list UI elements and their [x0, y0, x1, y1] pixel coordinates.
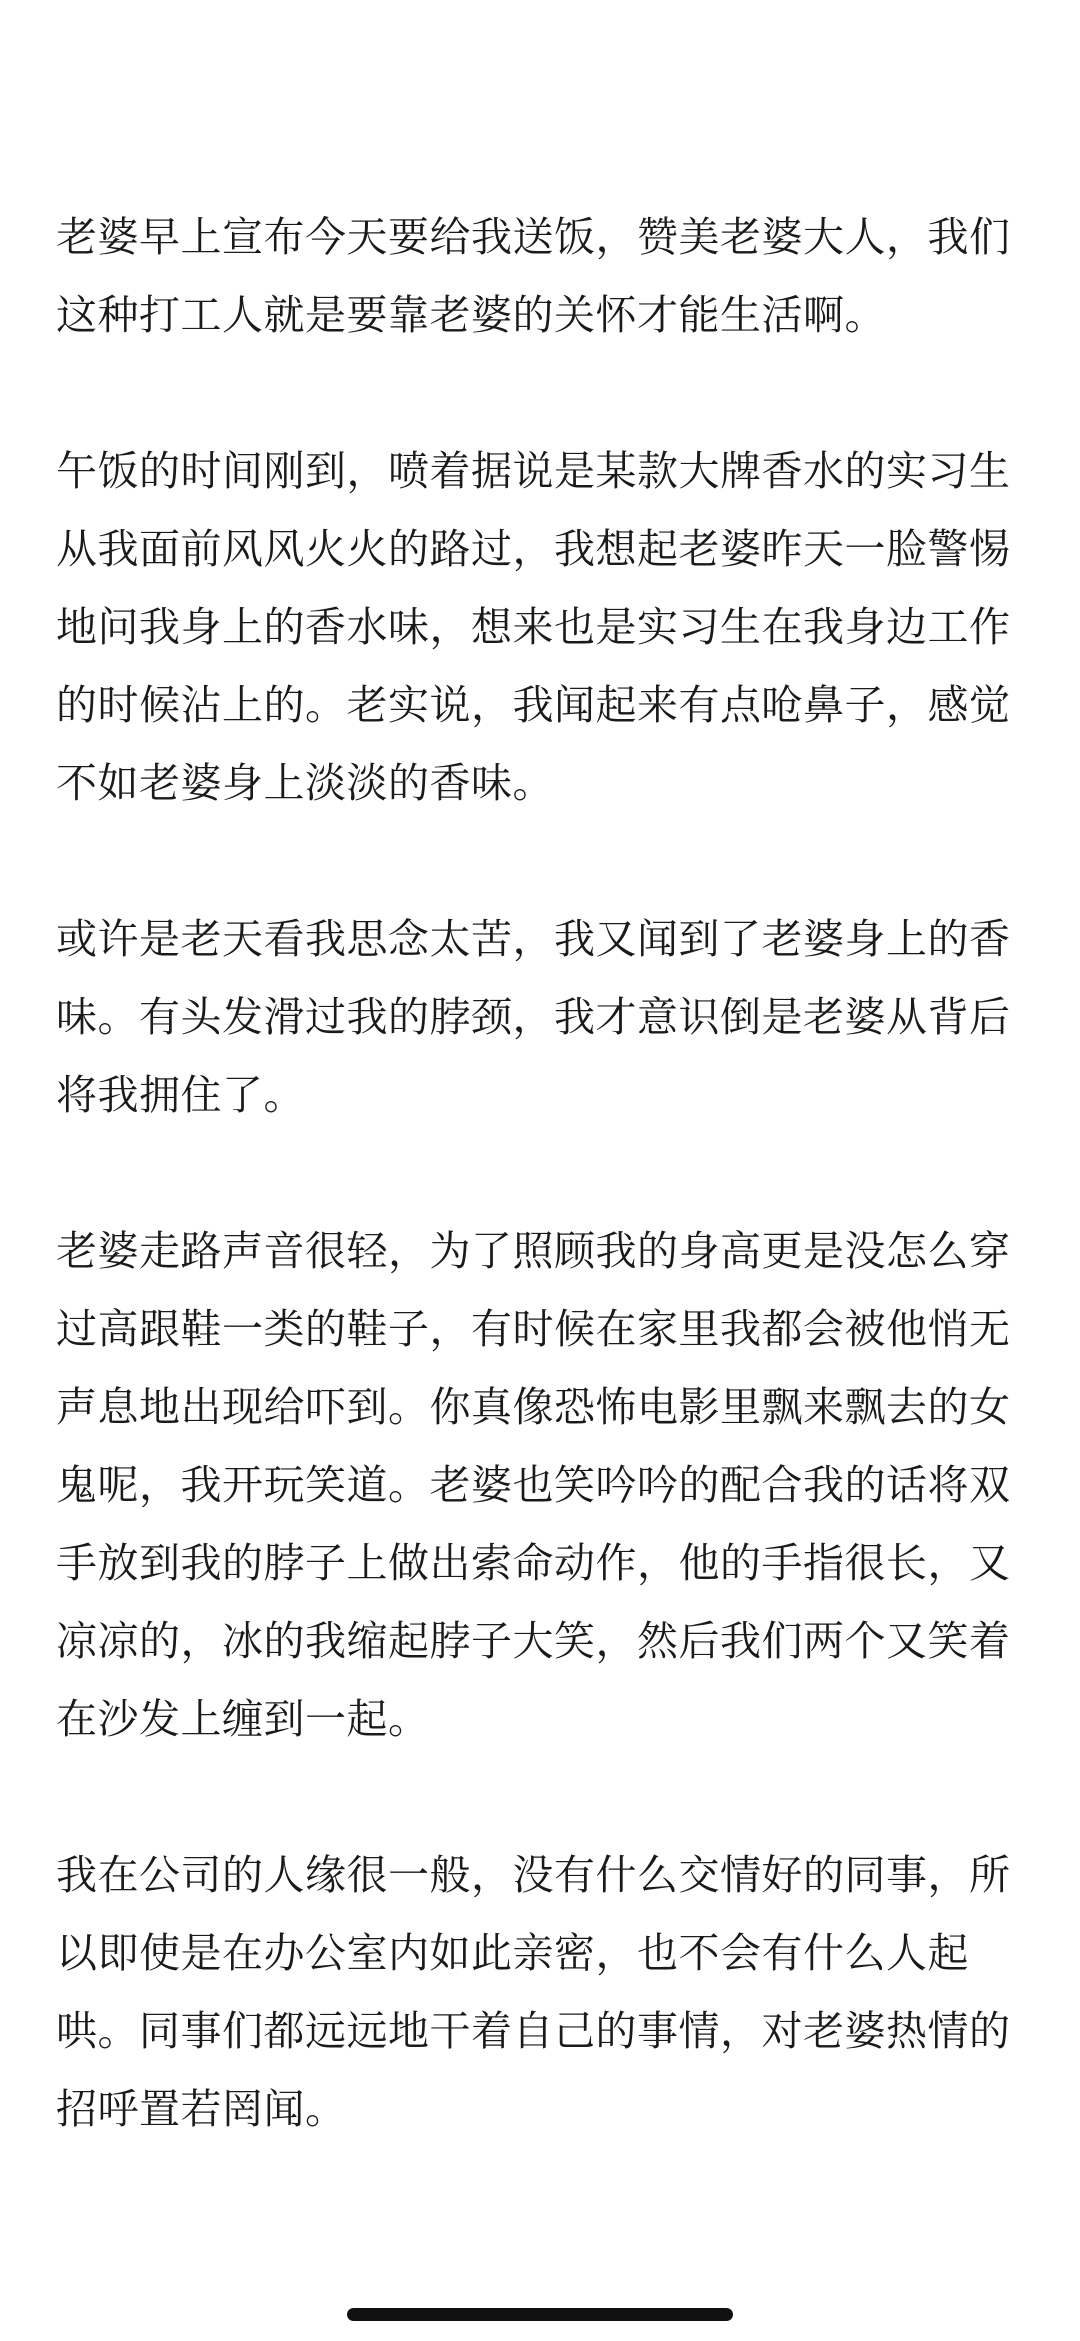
paragraph: 午饭的时间刚到，喷着据说是某款大牌香水的实习生 从我面前风风火火的路过，我想起老婆昨天一脸警惕 地问我身上的香水味，想来也是实习生在我身边工作 的时候沾上的。老实说，我闻起来有点呛鼻子，感觉 不如老婆身上淡淡的香味。 — [56, 447, 1011, 807]
reader-content — [56, 198, 1026, 2226]
home-indicator[interactable] — [347, 2308, 733, 2321]
paragraph: 或许是老天看我思念太苦，我又闻到了老婆身上的香 味。有头发滑过我的脖颈，我才意识倒是老婆从背后 将我拥住了。 — [56, 915, 1011, 1119]
paragraph: 我在公司的人缘很一般，没有什么交情好的同事，所 以即使是在办公室内如此亲密，也不会有什么人起 哄。同事们都远远地干着自己的事情，对老婆热情的 招呼置若罔闻。 — [56, 1851, 1011, 2133]
paragraph: 老婆早上宣布今天要给我送饭，赞美老婆大人，我们 这种打工人就是要靠老婆的关怀才能生活啊。 — [56, 213, 1011, 339]
paragraph: 老婆走路声音很轻，为了照顾我的身高更是没怎么穿 过高跟鞋一类的鞋子，有时候在家里我都会被他悄无 声息地出现给吓到。你真像恐怖电影里飘来飘去的女 鬼呢，我开玩笑道。老婆也笑吟吟的配合我的话将双 手放到我的脖子上做出索命动作，他的手指很长，又 凉凉的，冰的我缩起脖子大笑，然后我们两个又笑着 在沙发上缠到一起。 — [56, 1227, 1011, 1743]
